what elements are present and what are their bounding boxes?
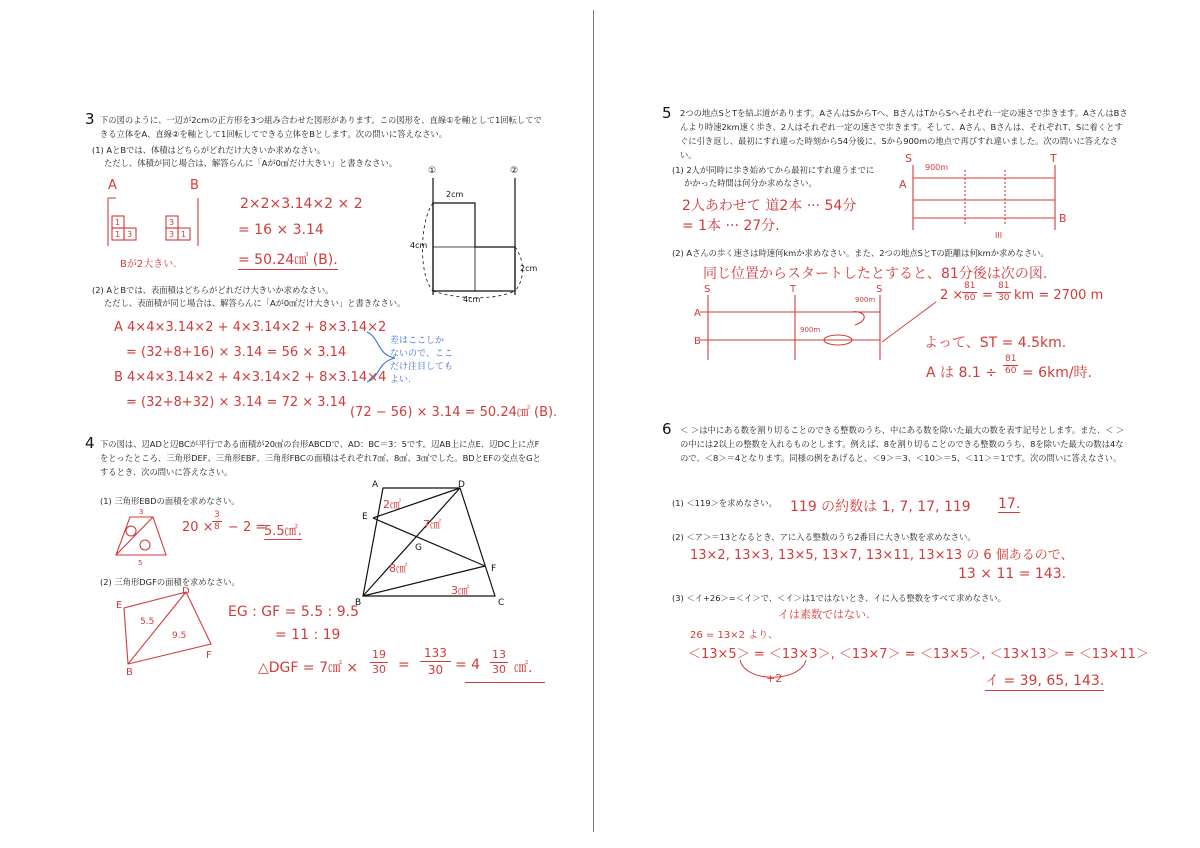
svg-text:B: B	[126, 667, 133, 676]
svg-text:5.5: 5.5	[140, 617, 155, 627]
hw-3-vol-line2: = 16 × 3.14	[238, 222, 324, 238]
hw-4-eq1-frac: 3 8	[214, 510, 220, 532]
svg-text:5: 5	[138, 559, 143, 567]
problem-3-q1: (1) AとBでは、体積はどちらがどれだけ大きいか求めなさい。	[92, 145, 326, 155]
problem-3-q2-note: ただし、表面積が同じ場合は、解答らんに「Aが0㎠だけ大きい」と書きなさい。	[104, 298, 406, 308]
hw-5-diagram-1	[895, 150, 1085, 240]
svg-text:900m: 900m	[855, 296, 876, 304]
svg-text:T: T	[1050, 152, 1057, 165]
hw-4-answer-frac1: 19 30	[372, 648, 386, 676]
fig-3-dim-top: 2cm	[446, 190, 464, 199]
hw-5-st-answer: よって、ST = 4.5km.	[924, 335, 1067, 351]
hw-3-vol-line1: 2×2×3.14×2 × 2	[240, 196, 363, 212]
hw-3-surf-answer: (72 − 56) × 3.14 = 50.24㎠ (B).	[350, 405, 558, 420]
hw-5-q2-title: 同じ位置からスタートしたとすると、81分後は次の図.	[703, 266, 1048, 282]
hw-3-block-sketch	[100, 196, 210, 252]
problem-3-text: 下の図のように、一辺が2cmの正方形を3つ組み合わせた図形があります。この図形を、直線①を軸として1回転してできる立体をA、直線②を軸として1回転してできる立体をBとします。次の問いに答えなさい。	[100, 115, 542, 139]
svg-text:D: D	[182, 586, 190, 597]
problem-3-number: 3	[85, 110, 95, 128]
hw-4-eq1: 20 ×	[182, 520, 214, 535]
hw-6-q2-work: 13×2, 13×3, 13×5, 13×7, 13×11, 13×13 の 6 個あるので、	[690, 548, 1074, 563]
hw-4-answer-frac3: 13 30	[492, 648, 506, 676]
problem-4-text: 下の図は、辺ADと辺BCが平行である面積が20㎠の台形ABCDで、AD：BC＝3：5です。辺AB上に点E、辺DC上に点Fをとったところ、三角形DEF、三角形EBF、三角形FBCの面積はそれぞれ7㎠、8㎠、3㎠でした。BDとEFの交点をGとするとき、次の問いに答えなさい。	[100, 439, 541, 477]
svg-text:S: S	[876, 284, 883, 295]
svg-text:C: C	[498, 598, 505, 608]
hw-5-eq-pre: 2 ×	[940, 288, 964, 303]
svg-text:3: 3	[127, 230, 133, 239]
hw-4-answer-whole: = 4	[455, 657, 481, 673]
problem-6-number: 6	[662, 420, 672, 438]
svg-text:1: 1	[181, 230, 187, 239]
problem-6-q1: (1) ＜119＞を求めなさい。	[672, 498, 777, 508]
hw-6-q1-answer: 17.	[998, 496, 1021, 512]
problem-5-text: 2つの地点SとTを結ぶ道があります。AさんはSからTへ、BさんはTからSへそれぞれ一定の速さで歩きます。AさんはBさんより時速2km速く歩き、2人はそれぞれ一定の速さで歩きます。そして、Aさん、Bさんは、それぞれT、Sに着くとすぐに引き返し、最初にすれ違った時刻から54分後に、Sから900mの地点で再びすれ違いました。次の問いに答えなさい。	[680, 108, 1128, 160]
hw-6-q2-answer: 13 × 11 = 143.	[958, 566, 1067, 582]
hw-6-q3-equations: ＜13×5＞ = ＜13×3＞, ＜13×7＞ = ＜13×5＞, ＜13×13＞ = ＜13×11＞	[688, 647, 1149, 662]
hw-4-answer-underline	[465, 682, 545, 683]
fig-3-axis-1: ①	[428, 166, 437, 176]
problem-4-number: 4	[85, 434, 95, 452]
svg-text:900m: 900m	[925, 163, 949, 172]
svg-text:3: 3	[139, 508, 144, 516]
svg-text:A: A	[694, 308, 701, 319]
svg-text:F: F	[491, 564, 497, 574]
hw-6-q3-note: イは素数ではない.	[778, 608, 870, 621]
hw-5-line1: 2人あわせて 道2本 ··· 54分	[682, 198, 857, 214]
hw-3-vol-answer: = 50.24㎤ (B).	[238, 249, 338, 270]
svg-text:B: B	[694, 336, 701, 347]
svg-text:1: 1	[115, 230, 121, 239]
svg-text:3: 3	[169, 218, 175, 227]
hw-5-eq-frac2: 81 30	[998, 281, 1010, 303]
svg-text:8㎠: 8㎠	[389, 562, 407, 575]
hw-6-q1-work: 119 の約数は 1, 7, 17, 119	[790, 499, 971, 515]
svg-text:A: A	[372, 480, 379, 490]
svg-text:T: T	[790, 284, 797, 295]
svg-text:F: F	[206, 650, 212, 661]
svg-text:G: G	[415, 543, 422, 553]
hw-5-speed-frac: 81 60	[1005, 354, 1017, 376]
problem-6-text: ＜ ＞は中にある数を割り切ることのできる整数のうち、中にある数を除いた最大の数を表す記号とします。また、＜ ＞の中には2以上の整数を入れるものとします。例えば、8を割り切ることのできる整数のうち、8を除いた最大の数は4なので、＜8＞＝4となります。同様の例をあげると、＜9＞＝3、＜10＞＝5、＜11＞＝1です。次の問いに答えなさい。	[680, 425, 1125, 463]
problem-5-q2: (2) Aさんの歩く速さは時速何kmか求めなさい。また、2つの地点SとTの距離は何kmか求めなさい。	[672, 248, 1049, 258]
hw-5-speed-pre: A は 8.1 ÷	[926, 365, 997, 381]
hw-5-eq-frac1: 81 60	[964, 281, 976, 303]
hw-3-surf-a: A 4×4×3.14×2 + 4×3.14×2 + 8×3.14×2	[114, 320, 387, 335]
problem-3-q1-note: ただし、体積が同じ場合は、解答らんに「Aが0㎤だけ大きい」と書きなさい。	[104, 158, 398, 168]
problem-3-q2: (2) AとBでは、表面積はどちらがどれだけ大きいか求めなさい。	[92, 285, 334, 295]
hw-4-ratio1: EG : GF = 5.5 : 9.5	[228, 604, 359, 620]
hw-4-answer-pre: △DGF = 7㎠ ×	[258, 660, 359, 676]
svg-text:E: E	[116, 600, 123, 611]
hw-4-answer-unit: ㎠.	[514, 660, 533, 676]
svg-text:3㎠: 3㎠	[451, 584, 469, 597]
svg-text:S: S	[704, 284, 711, 295]
svg-text:III: III	[995, 231, 1003, 240]
hw-3-surf-b: B 4×4×3.14×2 + 4×3.14×2 + 8×3.14×4	[114, 370, 387, 385]
svg-text:B: B	[1059, 212, 1067, 225]
svg-text:D: D	[458, 480, 465, 490]
problem-6-q3: (3) ＜イ+26＞=＜イ＞で、＜イ＞は1ではないとき、イに入る整数をすべて求めなさい。	[672, 593, 1006, 603]
problem-3-figure	[400, 160, 550, 310]
hw-3-bigger: Bが2大きい.	[120, 259, 177, 270]
hw-4-answer-frac2: 133 30	[420, 645, 451, 678]
hw-3-label-b: B	[190, 178, 199, 193]
svg-text:2㎠: 2㎠	[383, 498, 401, 511]
svg-text:B: B	[355, 598, 362, 608]
problem-4-figure	[355, 478, 520, 610]
hw-5-speed-answer: = 6km/時.	[1022, 365, 1092, 381]
hw-4-triangle-sketch	[116, 586, 216, 676]
svg-text:1: 1	[115, 218, 121, 227]
hw-3-surf-b-sum: = (32+8+32) × 3.14 = 72 × 3.14	[126, 395, 347, 410]
hw-6-q3-answer: イ = 39, 65, 143.	[985, 670, 1104, 691]
svg-text:3: 3	[169, 230, 175, 239]
hw-5-line2: = 1本 ··· 27分.	[682, 218, 780, 234]
hw-4-eq1-answer: 5.5㎠.	[264, 520, 302, 540]
svg-text:S: S	[905, 152, 912, 165]
problem-5-q1: (1) 2人が同時に歩き始めてから最初にすれ違うまでに	[672, 165, 875, 175]
problem-5-q1-line2: かかった時間は何分か求めなさい。	[684, 178, 817, 188]
hw-6-q3-intro: 26 = 13×2 より、	[690, 630, 779, 641]
problem-5-number: 5	[662, 104, 672, 122]
svg-text:E: E	[362, 512, 368, 522]
svg-text:9.5: 9.5	[172, 631, 187, 641]
problem-4-q2: (2) 三角形DGFの面積を求めなさい。	[100, 577, 240, 587]
problem-4-q1: (1) 三角形EBDの面積を求めなさい。	[100, 496, 240, 506]
svg-text:A: A	[899, 178, 907, 191]
svg-text:900m: 900m	[800, 326, 821, 334]
fig-3-axis-2: ②	[510, 166, 519, 176]
hw-3-note: 差はここしか ないので、ここ だけ注目しても よい.	[390, 336, 454, 385]
hw-3-surf-a-sum: = (32+8+16) × 3.14 = 56 × 3.14	[126, 345, 347, 360]
fig-3-dim-left: 4cm	[410, 241, 428, 250]
hw-3-label-a: A	[108, 178, 117, 193]
hw-4-trapezoid-sketch	[108, 505, 178, 567]
problem-6-q2: (2) ＜ア＞＝13となるとき、アに入る整数のうち2番目に大きい数を求めなさい。	[672, 532, 976, 542]
svg-text:7㎠: 7㎠	[423, 518, 441, 531]
hw-4-eq1-rest: − 2 =	[228, 520, 267, 535]
fig-3-dim-bottom: 4cm	[463, 295, 481, 304]
page-divider	[593, 10, 594, 832]
hw-4-ratio2: = 11 : 19	[275, 627, 341, 643]
hw-6-q3-plus2: +2	[766, 672, 783, 685]
hw-5-eq-post: km = 2700 m	[1014, 288, 1104, 303]
fig-3-dim-right: 2cm	[520, 264, 538, 273]
